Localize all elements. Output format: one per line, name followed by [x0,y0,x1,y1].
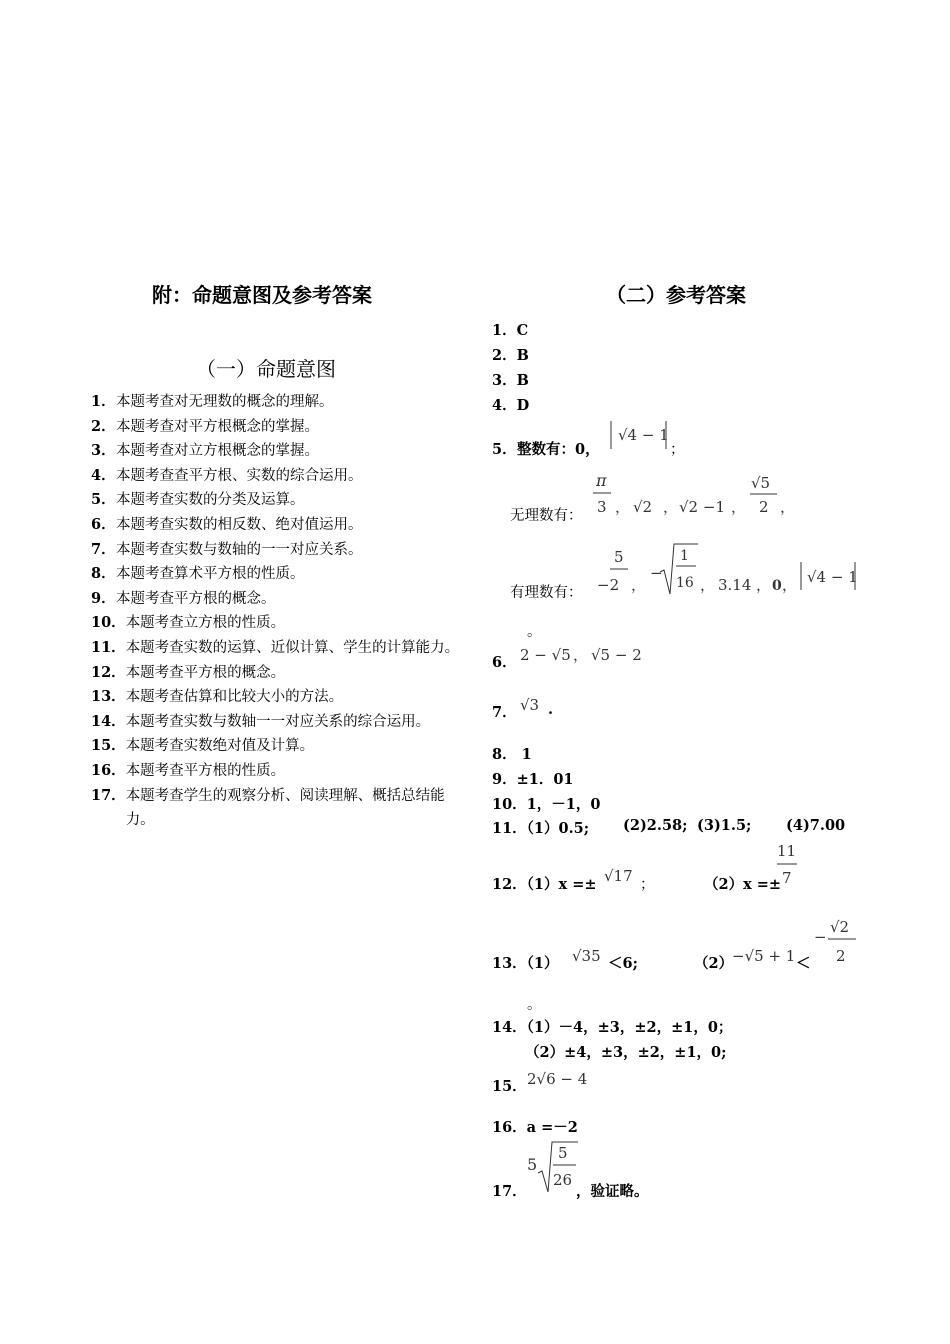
intent-item-text: 本题考查查平方根、实数的综合运用。 [116,467,363,484]
answer-7-formula [517,690,554,718]
sqrt5-minus-two-text: √5 − 2 [591,646,642,664]
answer-11-part3: (3)1.5; [697,817,752,834]
irrational-list-formula [585,470,795,520]
svg-text:−: − [814,928,827,946]
neg-sqrt2-over2-formula [812,912,862,968]
svg-text:，: ， [663,498,679,516]
svg-text:，: ， [756,576,772,594]
sqrt17-text: √17 [604,867,633,885]
answer-14-part2: （2）±4，±3，±2，±1，0; [525,1044,727,1061]
intent-item-text: 本题考查实数的分类及运算。 [116,492,305,509]
intent-item-number: 7． [91,540,116,558]
answer-12-part2: （2）x =± [704,876,782,893]
answer-17-formula [524,1138,580,1194]
abs-sqrt4-minus1-formula [608,418,670,452]
eleven-text: 11 [777,842,797,860]
sqrt2-numerator-text: √2 [830,918,850,936]
rational-label: 有理数有： [510,585,583,601]
intent-item-text: 本题考查实数与数轴一一对应关系的综合运用。 [125,713,431,730]
twenty-six-text: 26 [553,1171,573,1189]
intent-item-number: 15． [91,737,126,755]
answer-13-period: 。 [527,997,542,1013]
svg-text:，: ， [700,576,716,594]
intent-item-number: 11． [91,638,126,656]
sqrt35-text: √35 [572,947,601,965]
seven-text: 7 [782,869,792,887]
coef-five-text: 5 [527,1155,538,1174]
intent-item-text: 本题考查学生的观察分析、阅读理解、概括总结能力。 [125,787,445,829]
intent-item [91,636,466,661]
intent-list [91,390,466,833]
intent-item-text: 本题考查实数与数轴的一一对应关系。 [116,541,363,558]
intent-item [91,415,466,440]
abs-inner-text-2: √4 − 1 [807,568,858,586]
answer-13-part1: 13．（1） [492,955,559,972]
intent-item [91,710,466,735]
svg-text:，: ， [731,498,747,516]
answer-15-formula [525,1064,605,1092]
answer-10: 10．1，－1，0 [492,796,601,813]
intent-item-number: 3． [91,442,116,460]
intent-item-number: 5． [91,491,116,509]
three-fourteen-text: 3.14 [718,576,752,594]
sqrt17-formula [602,860,642,888]
answer-7-number: 7． [492,704,517,721]
eleven-sevenths-formula [775,838,805,890]
answer-14-part1: 14．（1）－4，±3，±2，±1，0； [492,1019,733,1036]
answer-8: 8． 1 [492,746,532,763]
page-title: 附：命题意图及参考答案 [152,283,372,307]
intent-item-text: 本题考查实数的运算、近似计算、学生的计算能力。 [125,639,460,656]
pi-text: π [596,471,607,490]
intent-item-text: 本题考查算术平方根的性质。 [116,566,305,583]
answer-5-semicolon: ； [670,442,685,458]
svg-text:，: ， [615,498,631,516]
zero-text: 0 [772,578,782,594]
answer-11-part2: (2)2.58; [623,817,688,834]
intent-item-text: 本题考查实数绝对值及计算。 [125,738,315,755]
svg-text:，: ， [780,498,795,516]
intent-item-number: 10． [91,614,126,632]
sqrt2-text: √2 [633,498,653,516]
two-sqrt6-minus4-text: 2√6 − 4 [527,1070,588,1088]
intent-item-number: 9． [91,589,116,607]
svg-text:，: ， [631,576,647,594]
intent-item [91,661,466,686]
three-text: 3 [597,498,607,516]
answer-5-number: 5． [492,441,517,458]
five-text: 5 [558,1144,568,1162]
intent-item-number: 8． [91,565,116,583]
two-minus-sqrt5-text: 2 − √5 [520,646,571,664]
intent-item-text: 本题考查平方根的性质。 [125,762,286,779]
intent-item-number: 16． [91,761,126,779]
svg-text:，: ， [573,646,589,664]
sqrt35-formula [570,940,610,968]
intent-item-number: 14． [91,712,126,730]
answer-13-part2: （2） [694,955,734,972]
intent-item [91,562,466,587]
intent-item-text: 本题考查估算和比较大小的方法。 [125,689,344,706]
intent-item [91,538,466,563]
intent-item [91,439,466,464]
svg-text:，: ， [782,576,798,594]
answer-4: 4．D [492,397,530,414]
intent-item-text: 本题考查立方根的性质。 [125,615,286,632]
two-denominator-text: 2 [836,947,846,965]
intent-item [91,734,466,759]
answer-13-lt: ＜ [796,955,811,972]
answer-12-semicolon: ； [640,877,655,893]
intent-item-number: 12． [91,663,126,681]
intent-item-number: 6． [91,515,116,533]
answer-11-part1: 11．（1）0.5; [492,820,590,837]
sqrt2-minus1-text: √2 −1 [679,498,725,516]
intent-item [91,488,466,513]
answer-2: 2．B [492,347,529,364]
answer-12-part1: 12．（1）x =± [492,876,597,893]
sixteen-text: 16 [676,575,694,591]
irrational-label: 无理数有： [510,508,583,524]
one-text: 1 [680,548,689,564]
intent-item [91,464,466,489]
answer-5-integers-label: 整数有：0， [517,441,600,458]
answer-6-number: 6． [492,654,517,671]
answers-title: （二）参考答案 [606,283,746,307]
section-title-intent: （一）命题意图 [196,357,336,381]
intent-item-text: 本题考查对无理数的概念的理解。 [116,394,334,410]
neg-sqrt5-plus1-formula [730,940,800,968]
intent-item-text: 本题考查平方根的概念。 [125,664,286,681]
intent-item [91,587,466,612]
intent-item [91,784,466,833]
neg-sqrt5-plus1-text: −√5 + 1 [732,947,796,965]
svg-text:−: − [650,564,663,582]
answer-17-number: 17． [492,1183,527,1200]
intent-item-text: 本题考查平方根的概念。 [116,590,276,607]
answer-17-tail: ，验证略。 [576,1183,649,1200]
answer-13-lt6: ＜6; [608,955,638,972]
intent-item [91,513,466,538]
answer-1: 1．C [492,322,529,339]
answer-16: 16．a =－2 [492,1119,578,1136]
sqrt3-text: √3 [520,696,540,714]
answer-7-period: . [548,701,554,718]
abs-inner-text: √4 − 1 [618,426,669,444]
answer-5-period: 。 [527,624,542,640]
intent-item [91,390,466,415]
intent-item-number: 13． [91,688,126,706]
rational-list-formula [590,540,870,596]
five-numerator-text: 5 [614,548,624,566]
two-text: 2 [759,498,769,516]
intent-item-number: 4． [91,466,116,484]
answer-9: 9．±1．01 [492,771,574,788]
answer-6-formula [517,640,657,668]
answer-3: 3．B [492,372,529,389]
intent-item-text: 本题考查对立方根概念的掌握。 [116,443,319,460]
sqrt5-text: √5 [751,474,771,492]
intent-item-text: 本题考查对平方根概念的掌握。 [116,418,319,435]
intent-item-number: 17． [91,786,126,804]
intent-item [91,759,466,784]
intent-item-number: 2． [91,417,116,435]
answer-15-number: 15． [492,1078,527,1095]
minus-two-denominator-text: −2 [597,576,620,594]
intent-item-text: 本题考查实数的相反数、绝对值运用。 [116,516,363,533]
intent-item [91,685,466,710]
intent-item [91,611,466,636]
answer-11-part4: (4)7.00 [786,817,846,834]
intent-item-number: 1． [91,393,116,410]
